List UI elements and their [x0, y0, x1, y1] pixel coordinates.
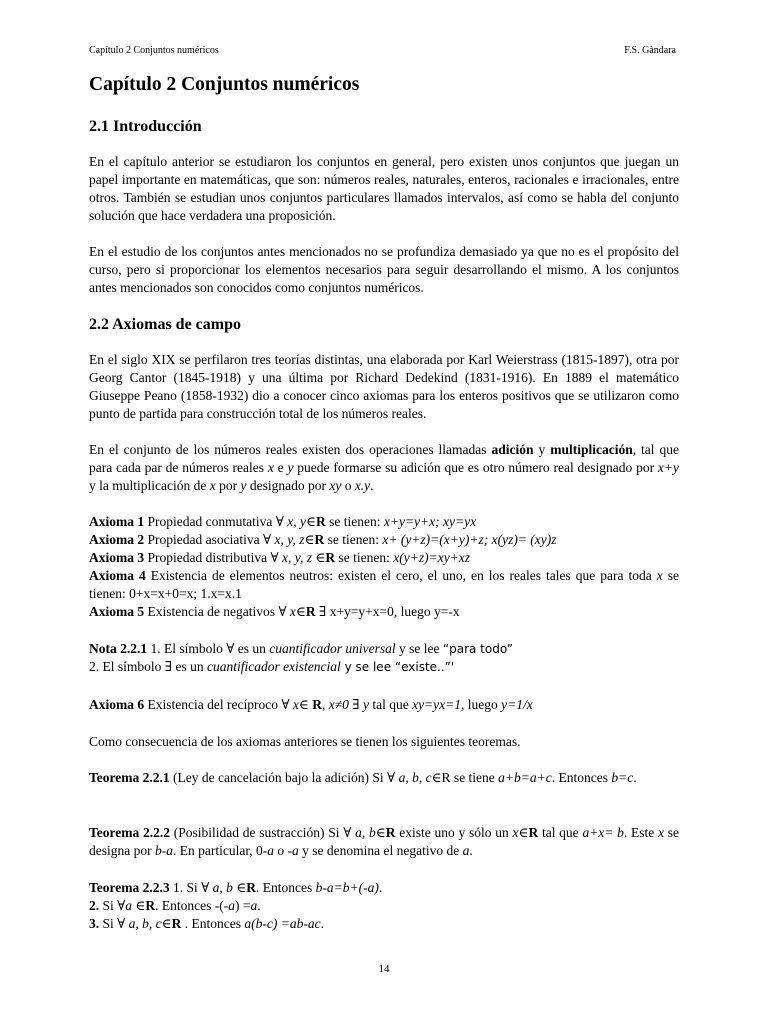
axiom-3: Axioma 3 Propiedad distributiva ∀ x, y, z ∈R se tienen: x(y+z)=xy+xz: [89, 550, 471, 565]
section-heading-introduccion: 2.1 Introducción: [89, 118, 202, 135]
axiom-6: Axioma 6 Existencia del recíproco ∀ x∈ R, x≠0 ∃ y tal que xy=yx=1, luego y=1/x: [89, 697, 533, 712]
axiomas-paragraph-2: En el conjunto de los números reales existen dos operaciones llamadas adición y multiplicación, tal que para cada par de números reales x e y puede formarse su adición que es otro número real designado por x+y y la multiplicación de x por y designado por xy o x.y.: [89, 442, 680, 493]
teorema-2-2-2: Teorema 2.2.2 (Posibilidad de sustracción) Si ∀ a, b∈R existe uno y sólo un x∈R tal que a+x= b. Este x se designa por b-a. En particular, 0-a o -a y se denomina el negativo de a.: [89, 825, 680, 858]
nota-line-2: 2. El símbolo ∃ es un cuantificador existencial y se lee “existe..”': [89, 659, 455, 674]
teorema-2-2-3-line-3: 3. Si ∀ a, b, c∈R . Entonces a(b-c) =ab-ac.: [89, 916, 324, 931]
page-number: 14: [378, 963, 390, 975]
teorema-2-2-3-line-2: 2. Si ∀a ∈R. Entonces -(-a) =a.: [89, 898, 261, 913]
running-header-left: Capítulo 2 Conjuntos numéricos: [89, 45, 219, 56]
nota-line-1: Nota 2.2.1 1. El símbolo ∀ es un cuantificador universal y se lee “para todo”: [89, 641, 513, 656]
section-heading-axiomas: 2.2 Axiomas de campo: [89, 316, 241, 333]
chapter-title: Capítulo 2 Conjuntos numéricos: [89, 74, 360, 95]
teorema-2-2-1: Teorema 2.2.1 (Ley de cancelación bajo la adición) Si ∀ a, b, c∈R se tiene a+b=a+c. Entonces b=c.: [89, 770, 637, 785]
running-header-right: F.S. Gàndara: [624, 45, 676, 56]
axiomas-paragraph-1: En el siglo XIX se perfilaron tres teorías distintas, una elaborada por Karl Weierstrass (1815-1897), otra por Georg Cantor (1845-1918) y una última por Richard Dedekind (1831-1916). En 1889 el matemático Giuseppe Peano (1858-1932) dio a conocer cinco axiomas para los enteros positivos que se utilizaron como punto de partida para construcción total de los números reales.: [89, 352, 679, 421]
intro-paragraph-2: En el estudio de los conjuntos antes mencionados no se profundiza demasiado ya que no es el propósito del curso, pero si proporcionar los elementos necesarios para seguir desarrollando el mismo. A los conjuntos antes mencionados son conocidos como conjuntos numéricos.: [89, 244, 679, 295]
axiom-4: Axioma 4 Existencia de elementos neutros: existen el cero, el uno, en los reales tales que para toda x se tienen: 0+x=x+0=x; 1.x=x.1: [89, 568, 680, 601]
intro-paragraph-1: En el capítulo anterior se estudiaron los conjuntos en general, pero existen unos conjuntos que juegan un papel importante en matemáticas, que son: números reales, naturales, enteros, racionales e irracionales, entre otros. También se estudian unos conjuntos particulares llamados intervalos, así como se habla del conjunto solución que hace verdadera una proposición.: [89, 154, 679, 223]
axiom-1: Axioma 1 Propiedad conmutativa ∀ x, y∈R se tienen: x+y=y+x; xy=yx: [89, 514, 477, 529]
consecuencia-text: Como consecuencia de los axiomas anteriores se tienen los siguientes teoremas.: [89, 734, 521, 749]
teorema-2-2-3-line-1: Teorema 2.2.3 1. Si ∀ a, b ∈R. Entonces b-a=b+(-a).: [89, 880, 383, 895]
axiom-5: Axioma 5 Existencia de negativos ∀ x∈R ∃ x+y=y+x=0, luego y=-x: [89, 604, 460, 619]
axiom-2: Axioma 2 Propiedad asociativa ∀ x, y, z∈R se tienen: x+ (y+z)=(x+y)+z; x(yz)= (xy)z: [89, 532, 557, 547]
